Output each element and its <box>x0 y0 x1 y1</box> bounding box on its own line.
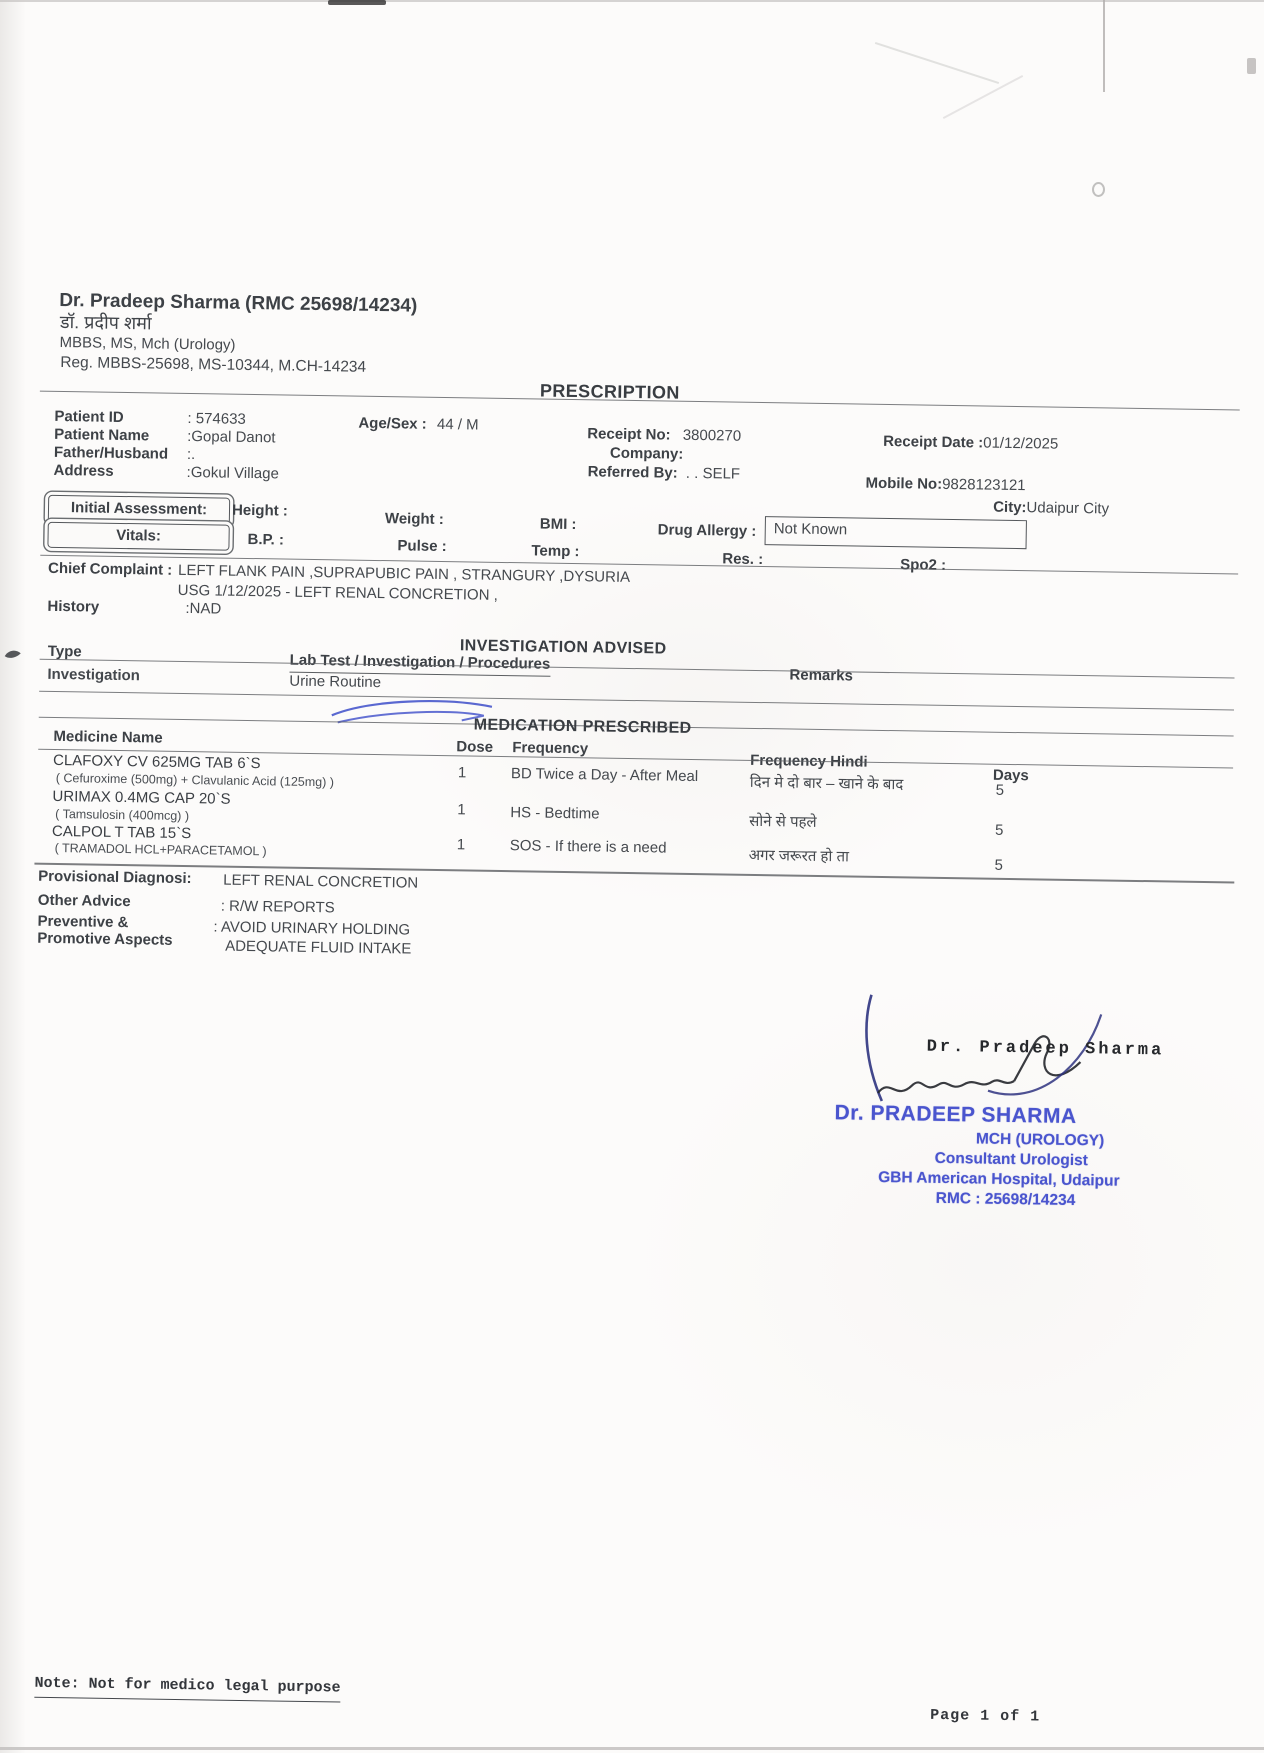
doctor-name-hindi: डॉ. प्रदीप शर्मा <box>59 311 152 334</box>
initial-assessment-label: Initial Assessment: <box>70 499 208 519</box>
drug-allergy-value: Not Known <box>773 520 848 539</box>
medicine-row-days: 5 <box>994 856 1004 874</box>
investigation-row-type: Investigation <box>47 665 141 685</box>
medicine-row-frequency-hindi: सोने से पहले <box>749 812 817 831</box>
receipt-date-row <box>883 433 1058 454</box>
age-sex-value: 44 / M <box>436 415 479 434</box>
city-label: City: <box>993 498 1027 517</box>
scan-mark-top-left <box>328 0 386 5</box>
chief-complaint-line2: USG 1/12/2025 - LEFT RENAL CONCRETION , <box>177 581 498 604</box>
drug-allergy-field <box>765 516 1027 549</box>
spo2-label: Spo2 : <box>900 556 947 574</box>
referred-by-label: Referred By: <box>587 463 678 482</box>
initial-assessment-box <box>48 495 230 525</box>
medicine-row-frequency: SOS - If there is a need <box>509 837 667 857</box>
preventive-label-line2: Promotive Aspects <box>37 929 173 949</box>
age-sex-row <box>358 415 478 436</box>
city-value: Udaipur City <box>1026 499 1110 518</box>
father-husband-label: Father/Husband <box>53 443 169 463</box>
bp-label: B.P. : <box>247 530 285 549</box>
doctor-qualification: MBBS, MS, Mch (Urology) <box>59 333 236 354</box>
provisional-diagnosis-value: LEFT RENAL CONCRETION <box>223 871 419 892</box>
medicine-row-name: CALPOL T TAB 15`S <box>51 822 192 843</box>
prescription-title: PRESCRIPTION <box>539 380 680 403</box>
father-husband-value: :. <box>186 445 196 464</box>
patient-id-value: : 574633 <box>187 409 246 428</box>
vitals-box <box>47 522 229 551</box>
rule-medication-bottom <box>34 863 1234 884</box>
footer-note: Note: Not for medico legal purpose <box>34 1675 340 1703</box>
chief-complaint-label: Chief Complaint : <box>47 559 173 579</box>
preventive-value-line2: ADEQUATE FLUID INTAKE <box>225 937 412 958</box>
investigation-col-type: Type <box>47 642 82 661</box>
pen-mark-left-margin <box>2 646 24 662</box>
stamp-designation: Consultant Urologist <box>934 1149 1089 1170</box>
other-advice-value: : R/W REPORTS <box>220 897 335 917</box>
page-number: Page 1 of 1 <box>930 1706 1041 1726</box>
vitals-label: Vitals: <box>116 526 162 545</box>
referred-by-value: . . SELF <box>685 464 741 483</box>
address-value: :Gokul Village <box>186 463 280 483</box>
mobile-row <box>865 475 1025 496</box>
medicine-row-dose: 1 <box>456 836 466 854</box>
city-row <box>993 499 1109 520</box>
patient-name-value: :Gopal Danot <box>187 427 276 447</box>
medicine-row-frequency-hindi: दिन मे दो बार – खाने के बाद <box>749 773 904 794</box>
medicine-row-name: CLAFOXY CV 625MG TAB 6`S <box>52 751 261 773</box>
investigation-col-remarks: Remarks <box>789 666 854 685</box>
receipt-no-value: 3800270 <box>682 426 742 445</box>
receipt-no-row <box>587 425 741 446</box>
company-label: Company: <box>609 444 684 463</box>
medicine-row-frequency: BD Twice a Day - After Meal <box>510 765 699 786</box>
address-row <box>53 462 279 484</box>
history-label: History <box>47 597 100 616</box>
height-label: Height : <box>231 501 288 520</box>
investigation-row-test: Urine Routine <box>289 672 382 692</box>
res-label: Res. : <box>722 550 764 569</box>
medicine-row-composition: ( Cefuroxime (500mg) + Clavulanic Acid (125mg) ) <box>55 770 335 790</box>
medication-col-medicine: Medicine Name <box>53 727 163 747</box>
address-label: Address <box>53 461 114 480</box>
medicine-row-days: 5 <box>994 821 1004 839</box>
medication-col-days: Days <box>992 766 1029 785</box>
referred-by-row <box>588 463 741 484</box>
mobile-label: Mobile No: <box>865 474 943 493</box>
investigation-title: INVESTIGATION ADVISED <box>459 637 667 658</box>
mobile-value: 9828123121 <box>942 475 1026 495</box>
history-row <box>47 598 221 619</box>
history-value: :NAD <box>185 599 222 618</box>
doctor-name: Dr. Pradeep Sharma (RMC 25698/14234) <box>59 289 418 317</box>
doctor-registration: Reg. MBBS-25698, MS-10344, M.CH-14234 <box>60 353 367 376</box>
chief-complaint-line1: LEFT FLANK PAIN ,SUPRAPUBIC PAIN , STRANGURY ,DYSURIA <box>177 561 631 586</box>
medicine-row-name: URIMAX 0.4MG CAP 20`S <box>52 787 231 808</box>
medicine-row-frequency: HS - Bedtime <box>510 804 600 823</box>
age-sex-label: Age/Sex : <box>358 414 427 433</box>
medicine-row-days: 5 <box>995 781 1005 799</box>
temp-label: Temp : <box>531 542 580 561</box>
stamp-degree: MCH (UROLOGY) <box>975 1130 1105 1150</box>
rule-investigation-bottom <box>39 691 1234 711</box>
investigation-col-test: Lab Test / Investigation / Procedures <box>289 652 550 677</box>
preventive-label-line1: Preventive & <box>37 912 129 932</box>
provisional-diagnosis-label: Provisional Diagnosi: <box>38 867 192 888</box>
medicine-row-frequency-hindi: अगर जरूरत हो ता <box>748 846 850 866</box>
medication-title: MEDICATION PRESCRIBED <box>473 716 692 737</box>
receipt-no-label: Receipt No: <box>587 425 671 444</box>
weight-label: Weight : <box>384 510 444 529</box>
stamp-hospital: GBH American Hospital, Udaipur <box>878 1168 1120 1190</box>
typed-doctor-name: Dr. Pradeep Sharma <box>926 1037 1165 1061</box>
receipt-date-value: 01/12/2025 <box>983 434 1059 453</box>
doctor-stamp <box>781 1100 1129 1210</box>
patient-id-label: Patient ID <box>54 407 124 426</box>
scan-edge-top <box>0 0 1264 2</box>
preventive-value-line1: : AVOID URINARY HOLDING <box>213 918 411 939</box>
medicine-row-composition: ( Tamsulosin (400mcg) ) <box>55 806 190 824</box>
rule-investigation-header <box>40 659 1235 679</box>
pulse-label: Pulse : <box>397 537 447 556</box>
stamp-doctor-name: Dr. PRADEEP SHARMA <box>834 1101 1077 1129</box>
stamp-rmc: RMC : 25698/14234 <box>935 1189 1076 1210</box>
medicine-row-dose: 1 <box>457 764 467 782</box>
other-advice-label: Other Advice <box>37 891 131 911</box>
medication-col-frequency: Frequency <box>512 739 589 758</box>
medicine-row-composition: ( TRAMADOL HCL+PARACETAMOL ) <box>54 840 267 859</box>
medication-col-frequency-hindi: Frequency Hindi <box>750 751 868 771</box>
medication-col-dose: Dose <box>456 738 494 756</box>
patient-name-label: Patient Name <box>54 425 150 445</box>
drug-allergy-label: Drug Allergy : <box>657 521 757 540</box>
bmi-label: BMI : <box>539 515 577 534</box>
medicine-row-dose: 1 <box>457 801 466 819</box>
receipt-date-label: Receipt Date : <box>883 432 984 452</box>
